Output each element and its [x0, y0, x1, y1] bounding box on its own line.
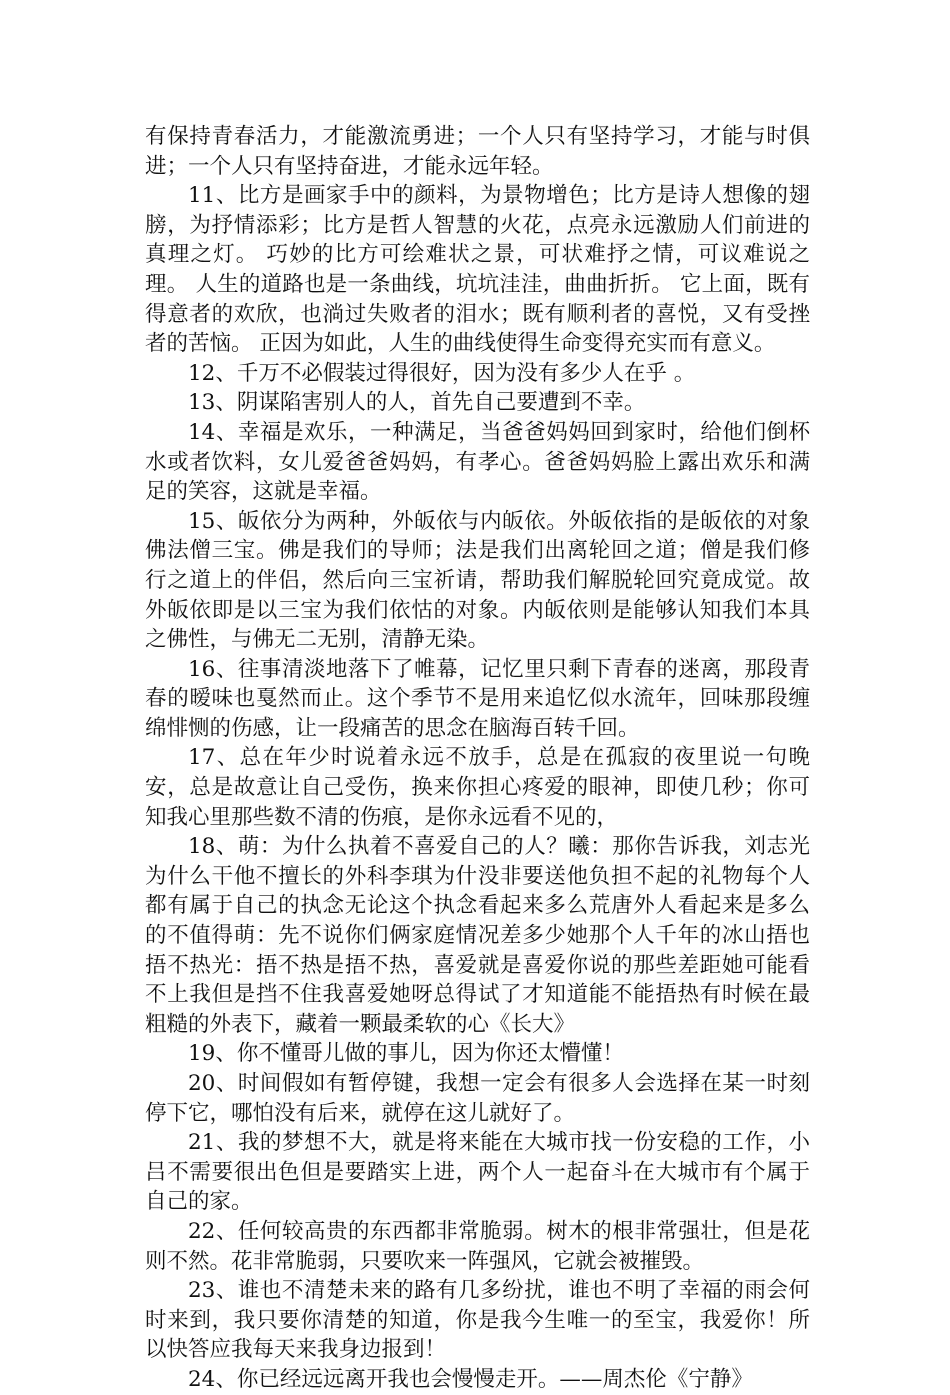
paragraph-13: 13、阴谋陷害别人的人，首先自己要遭到不幸。: [188, 390, 646, 416]
paragraph-11: 11、比方是画家手中的颜料，为景物增色；比方是诗人想像的翅膀，为抒情添彩；比方是哲人智慧的火花，点亮永远激励人们前进的真理之灯。 巧妙的比方可绘难状之景，可状难抒之情，可议难说之理。 人生的道路也是一条曲线，坑坑洼洼，曲曲折折。 它上面，既有得意者的欢欣，也淌过失败者的泪水；既有顺利者的喜悦，又有受挫者的苦恼。 正因为如此，人生的曲线使得生命变得充实而有意义。: [145, 183, 810, 357]
paragraph-20: 20、时间假如有暂停键，我想一定会有很多人会选择在某一时刻停下它，哪怕没有后来，就停在这儿就好了。: [145, 1071, 810, 1126]
paragraph-21: 21、我的梦想不大，就是将来能在大城市找一份安稳的工作，小吕不需要很出色但是要踏实上进，两个人一起奋斗在大城市有个属于自己的家。: [145, 1130, 810, 1215]
paragraph-23: 23、谁也不清楚未来的路有几多纷扰，谁也不明了幸福的雨会何时来到，我只要你清楚的知道，你是我今生唯一的至宝，我爱你！所以快答应我每天来我身边报到！: [145, 1278, 810, 1363]
paragraph-17: 17、总在年少时说着永远不放手，总是在孤寂的夜里说一句晚安，总是故意让自己受伤，换来你担心疼爱的眼神，即使几秒；你可知我心里那些数不清的伤痕，是你永远看不见的，: [145, 745, 810, 830]
paragraph-12: 12、千万不必假装过得很好，因为没有多少人在乎 。: [188, 360, 696, 386]
paragraph-16: 16、往事清淡地落下了帷幕，记忆里只剩下青春的迷离，那段青春的暧味也戛然而止。这个季节不是用来追忆似水流年，回味那段缠绵悱恻的伤感，让一段痛苦的思念在脑海百转千回。: [145, 656, 810, 741]
paragraph-18: 18、萌：为什么执着不喜爱自己的人？曦：那你告诉我，刘志光为什么干他不擅长的外科李琪为什没非要送他负担不起的礼物每个人都有属于自己的执念无论这个执念看起来多么荒唐外人看起来是多么的不值得萌：先不说你们俩家庭情况差多少她那个人千年的冰山捂也捂不热光：捂不热是捂不热，喜爱就是喜爱你说的那些差距她可能看不上我但是挡不住我喜爱她呀总得试了才知道能不能捂热有时候在最粗糙的外表下，藏着一颗最柔软的心《长大》: [145, 834, 810, 1037]
paragraph-19: 19、你不懂哥儿做的事儿，因为你还太懵懂！: [188, 1041, 624, 1067]
paragraph-continuation: 有保持青春活力，才能激流勇进；一个人只有坚持学习，才能与时俱进；一个人只有坚持奋进，才能永远年轻。: [145, 124, 810, 179]
document-page: [145, 122, 810, 1395]
paragraph-22: 22、任何较高贵的东西都非常脆弱。树木的根非常强壮，但是花则不然。花非常脆弱，只要吹来一阵强风，它就会被摧毁。: [145, 1218, 810, 1274]
paragraph-15: 15、皈依分为两种，外皈依与内皈依。外皈依指的是皈依的对象佛法僧三宝。佛是我们的导师；法是我们出离轮回之道；僧是我们修行之道上的伴侣，然后向三宝祈请，帮助我们解脱轮回究竟成觉。故外皈依即是以三宝为我们依怙的对象。内皈依则是能够认知我们本具之佛性，与佛无二无别，清静无染。: [145, 508, 810, 653]
paragraph-14: 14、幸福是欢乐，一种满足，当爸爸妈妈回到家时，给他们倒杯水或者饮料，女儿爱爸爸妈妈，有孝心。爸爸妈妈脸上露出欢乐和满足的笑容，这就是幸福。: [145, 419, 810, 505]
paragraph-24: 24、你已经远远离开我也会慢慢走开。——周杰伦《宁静》: [188, 1366, 753, 1392]
